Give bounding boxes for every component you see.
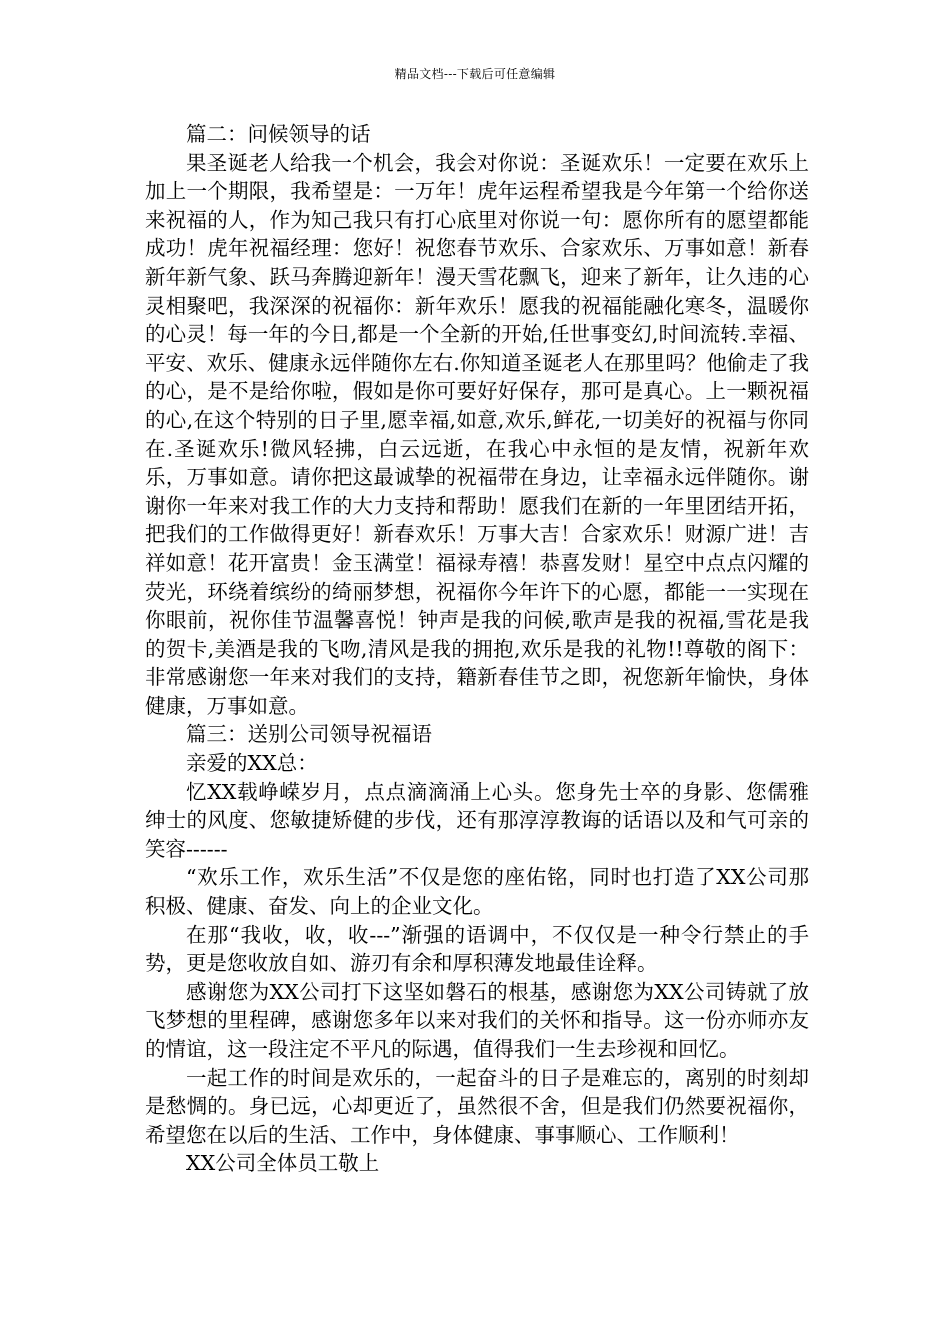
paragraph: 忆XX载峥嵘岁月，点点滴滴涌上心头。您身先士卒的身影、您儒雅绅士的风度、您敏捷矫健的步伐，还有那淳淳教诲的话语以及和气可亲的笑容------ (145, 779, 809, 861)
paragraph: 在那“我收，收，收---”渐强的语调中，不仅仅是一种令行禁止的手势，更是您收放自如、游刃有余和厚积薄发地最佳诠释。 (145, 922, 809, 976)
salutation: 亲爱的XX总： (186, 751, 318, 776)
section-heading: 篇三：送别公司领导祝福语 (186, 722, 432, 747)
signature: XX公司全体员工敬上 (186, 1151, 380, 1176)
paragraph: 感谢您为XX公司打下这坚如磐石的根基，感谢您为XX公司铸就了放飞梦想的里程碑，感谢您多年以来对我们的关怀和指导。这一份亦师亦友的情谊，这一段注定不平凡的际遇，值得我们一生去珍视和回忆。 (145, 979, 809, 1061)
paragraph: 一起工作的时间是欢乐的，一起奋斗的日子是难忘的，离别的时刻却是愁惆的。身已远，心却更近了，虽然很不舍，但是我们仍然要祝福你，希望您在以后的生活、工作中，身体健康、事事顺心、工作顺利！ (145, 1065, 809, 1147)
section-heading: 篇二：问候领导的话 (186, 122, 371, 146)
paragraph: 果圣诞老人给我一个机会，我会对你说：圣诞欢乐！一定要在欢乐上加上一个期限，我希望是：一万年！虎年运程希望我是今年第一个给你送来祝福的人，作为知己我只有打心底里对你说一句：愿你所有的愿望都能成功！虎年祝福经理：您好！祝您春节欢乐、合家欢乐、万事如意！新春新年新气象、跃马奔腾迎新年！漫天雪花飘飞，迎来了新年，让久违的心灵相聚吧，我深深的祝福你：新年欢乐！愿我的祝福能融化寒冬，温暖你的心灵！每一年的今日,都是一个全新的开始,任世事变幻,时间流转.幸福、平安、欢乐、健康永远伴随你左右.你知道圣诞老人在那里吗？他偷走了我的心，是不是给你啦，假如是你可要好好保存，那可是真心。上一颗祝福的心,在这个特别的日子里,愿幸福,如意,欢乐,鲜花,一切美好的祝福与你同在.圣诞欢乐!微风轻拂，白云远逝，在我心中永恒的是友情，祝新年欢乐，万事如意。请你把这最诚挚的祝福带在身边，让幸福永远伴随你。谢谢你一年来对我工作的大力支持和帮助！愿我们在新的一年里团结开拓，把我们的工作做得更好！新春欢乐！万事大吉！合家欢乐！财源广进！吉祥如意！花开富贵！金玉满堂！福禄寿禧！恭喜发财！星空中点点闪耀的荧光，环绕着缤纷的绮丽梦想，祝福你今年许下的心愿，都能一一实现在你眼前，祝你佳节温馨喜悦！钟声是我的问候,歌声是我的祝福,雪花是我的贺卡,美酒是我的飞吻,清风是我的拥抱,欢乐是我的礼物!!尊敬的阁下：非常感谢您一年来对我们的支持，籍新春佳节之即，祝您新年愉快，身体健康，万事如意。 (145, 150, 809, 718)
page-header: 精品文档---下载后可任意编辑 (394, 67, 556, 81)
document-body (145, 120, 809, 1178)
paragraph: “欢乐工作，欢乐生活”不仅是您的座佑铭，同时也打造了XX公司那积极、健康、奋发、向上的企业文化。 (145, 865, 809, 919)
